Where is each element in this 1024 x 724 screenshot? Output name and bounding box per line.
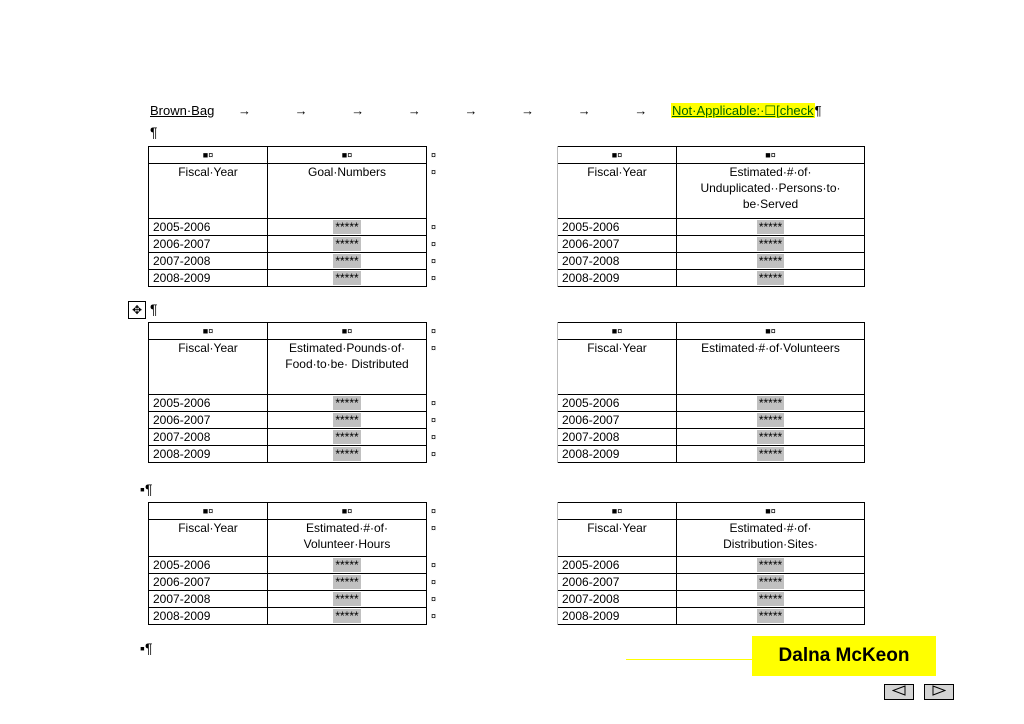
column-header: Estimated·#·of·Volunteers: [677, 340, 865, 395]
goal-input-cell[interactable]: *****: [677, 236, 865, 253]
tab-arrow: →: [521, 103, 535, 118]
cell-mark: ¤: [427, 323, 558, 340]
year-cell: 2006-2007: [149, 574, 268, 591]
cell-mark: ¤: [427, 219, 558, 236]
cell-mark: ■¤: [558, 147, 677, 164]
year-cell: 2006-2007: [558, 412, 677, 429]
goal-table-1: [148, 146, 865, 287]
year-cell: 2006-2007: [558, 236, 677, 253]
year-cell: 2008-2009: [558, 446, 677, 463]
cell-mark: ■¤: [149, 323, 268, 340]
goal-input-cell[interactable]: *****: [677, 395, 865, 412]
column-header: Fiscal·Year: [149, 164, 268, 219]
form-heading: [150, 103, 822, 121]
cell-mark: ■¤: [268, 503, 427, 520]
cell-mark: ■¤: [677, 323, 865, 340]
year-cell: 2005-2006: [149, 395, 268, 412]
cell-mark: ■¤: [268, 147, 427, 164]
goal-input-cell[interactable]: *****: [268, 270, 427, 287]
goal-input-cell[interactable]: *****: [677, 219, 865, 236]
year-cell: 2005-2006: [558, 557, 677, 574]
tab-arrow: →: [294, 103, 308, 118]
goal-input-cell[interactable]: *****: [677, 270, 865, 287]
year-cell: 2007-2008: [558, 253, 677, 270]
year-cell: 2007-2008: [149, 253, 268, 270]
cell-mark: ¤: [427, 429, 558, 446]
year-cell: 2008-2009: [149, 270, 268, 287]
column-header: Estimated·#·of· Unduplicated··Persons·to· be·Served: [677, 164, 865, 219]
cell-mark: ■¤: [268, 323, 427, 340]
year-cell: 2006-2007: [149, 412, 268, 429]
goal-input-cell[interactable]: *****: [677, 557, 865, 574]
goal-input-cell[interactable]: *****: [677, 253, 865, 270]
year-cell: 2005-2006: [149, 557, 268, 574]
goal-input-cell[interactable]: *****: [268, 591, 427, 608]
goal-input-cell[interactable]: *****: [268, 412, 427, 429]
brown-bag-label: Brown·Bag: [150, 103, 215, 118]
column-header: Fiscal·Year: [558, 164, 677, 219]
column-header: Goal·Numbers: [268, 164, 427, 219]
year-cell: 2008-2009: [558, 270, 677, 287]
previous-slide-button[interactable]: [884, 684, 914, 700]
year-cell: 2008-2009: [149, 446, 268, 463]
cell-mark: ¤: [427, 446, 558, 463]
cell-mark: ¤: [427, 503, 558, 520]
goal-input-cell[interactable]: *****: [268, 429, 427, 446]
cell-mark: ¤: [427, 520, 558, 557]
cell-mark: ¤: [427, 340, 558, 395]
goal-input-cell[interactable]: *****: [677, 412, 865, 429]
presenter-name-label: Dalna McKeon: [752, 636, 936, 676]
year-cell: 2008-2009: [558, 608, 677, 625]
column-header: Estimated·#·of· Distribution·Sites·: [677, 520, 865, 557]
tab-arrow: →: [351, 103, 365, 118]
year-cell: 2007-2008: [558, 591, 677, 608]
tab-arrow: →: [634, 103, 648, 118]
cell-mark: ¤: [427, 608, 558, 625]
year-cell: 2006-2007: [149, 236, 268, 253]
cell-mark: ¤: [427, 557, 558, 574]
column-header: Fiscal·Year: [558, 520, 677, 557]
cell-mark: ¤: [427, 253, 558, 270]
cell-mark: ■¤: [677, 147, 865, 164]
cell-mark: ¤: [427, 147, 558, 164]
goal-input-cell[interactable]: *****: [268, 219, 427, 236]
year-cell: 2007-2008: [149, 591, 268, 608]
year-cell: 2006-2007: [558, 574, 677, 591]
cell-mark: ■¤: [149, 503, 268, 520]
goal-input-cell[interactable]: *****: [268, 446, 427, 463]
column-header: Estimated·Pounds·of· Food·to·be· Distributed: [268, 340, 427, 395]
move-icon[interactable]: ✥: [128, 301, 146, 319]
cell-mark: ■¤: [558, 323, 677, 340]
year-cell: 2005-2006: [558, 395, 677, 412]
column-header: Estimated·#·of· Volunteer·Hours: [268, 520, 427, 557]
goal-input-cell[interactable]: *****: [268, 395, 427, 412]
goal-input-cell[interactable]: *****: [268, 557, 427, 574]
goal-input-cell[interactable]: *****: [268, 574, 427, 591]
year-cell: 2007-2008: [149, 429, 268, 446]
cell-mark: ¤: [427, 574, 558, 591]
column-header: Fiscal·Year: [149, 520, 268, 557]
pilcrow-mark: ¶: [814, 103, 822, 118]
goal-input-cell[interactable]: *****: [677, 446, 865, 463]
year-cell: 2007-2008: [558, 429, 677, 446]
cell-mark: ■¤: [677, 503, 865, 520]
column-header: Fiscal·Year: [149, 340, 268, 395]
not-applicable-checkbox-label[interactable]: Not·Applicable:·☐[check: [671, 103, 814, 118]
next-slide-button[interactable]: [924, 684, 954, 700]
goal-input-cell[interactable]: *****: [268, 236, 427, 253]
tab-arrow: →: [407, 103, 421, 118]
goal-input-cell[interactable]: *****: [677, 574, 865, 591]
tab-arrow: →: [464, 103, 478, 118]
goal-input-cell[interactable]: *****: [268, 608, 427, 625]
cell-mark: ¤: [427, 412, 558, 429]
cell-mark: ■¤: [149, 147, 268, 164]
cell-mark: ¤: [427, 395, 558, 412]
cell-mark: ■¤: [558, 503, 677, 520]
paragraph-mark: ▪¶: [140, 481, 153, 497]
goal-input-cell[interactable]: *****: [677, 429, 865, 446]
cell-mark: ¤: [427, 591, 558, 608]
cell-mark: ¤: [427, 270, 558, 287]
column-header: Fiscal·Year: [558, 340, 677, 395]
triangle-left-icon: [892, 683, 906, 701]
cell-mark: ¤: [427, 164, 558, 219]
year-cell: 2005-2006: [149, 219, 268, 236]
paragraph-mark: ¶: [150, 124, 158, 140]
goal-table-2: [148, 322, 865, 463]
year-cell: 2005-2006: [558, 219, 677, 236]
tab-arrow: →: [237, 103, 251, 118]
goal-input-cell[interactable]: *****: [677, 608, 865, 625]
paragraph-mark: ¶: [150, 301, 158, 317]
goal-table-3: [148, 502, 865, 625]
goal-input-cell[interactable]: *****: [677, 591, 865, 608]
paragraph-mark: ▪¶: [140, 640, 153, 656]
cell-mark: ¤: [427, 236, 558, 253]
tab-arrow: →: [577, 103, 591, 118]
highlight-line: [626, 659, 756, 660]
goal-input-cell[interactable]: *****: [268, 253, 427, 270]
triangle-right-icon: [932, 683, 946, 701]
year-cell: 2008-2009: [149, 608, 268, 625]
